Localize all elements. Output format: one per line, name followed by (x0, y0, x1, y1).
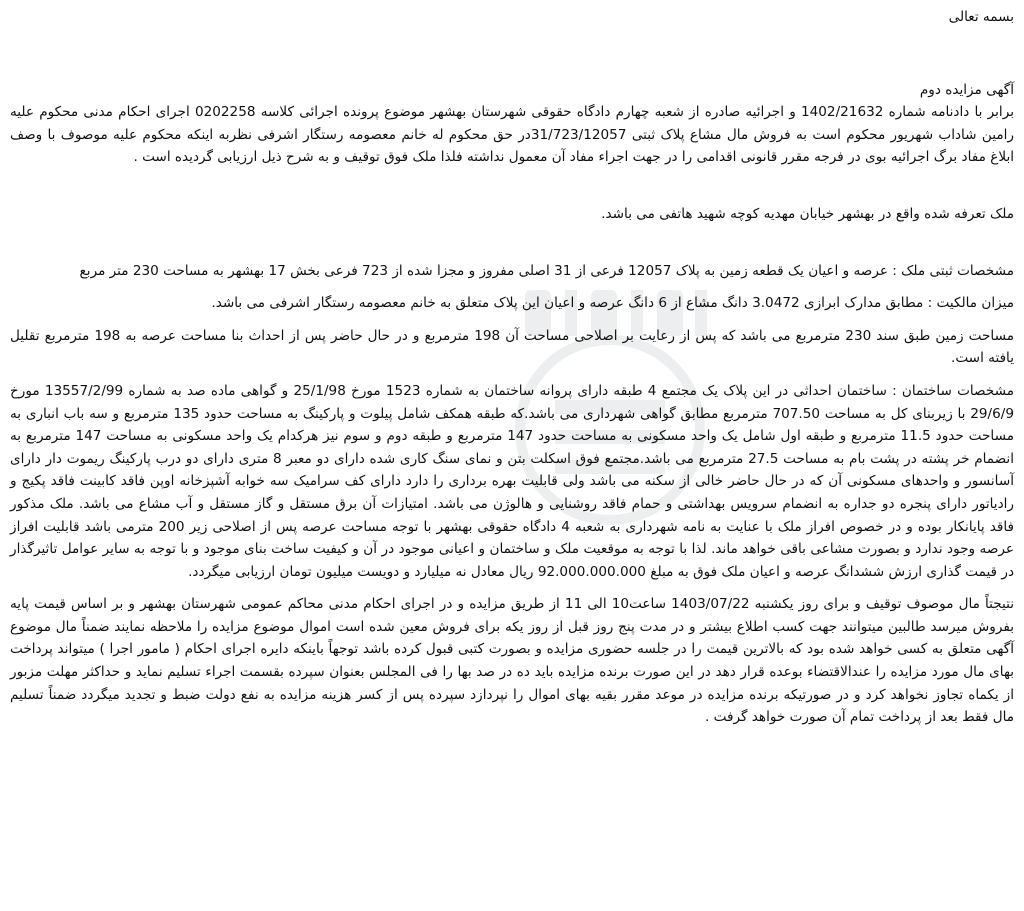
building-specs-paragraph: مشخصات ساختمان : ساختمان احداثی در این پلاک یک مجتمع 4 طبقه دارای پروانه ساختمان به شماره 1523 مورخ 25/1/98 و گواهی ماده صد به شماره 13557/2/99 مورخ 29/6/9 با زیربنای کل به مساحت 707.50 مترمربع مطابق گواهی شهرداری می باشد.که طبقه همکف شامل پیلوت و پارکینگ به مساحت حدود 135 مترمربع و سه باب انباری به مساحت حدود 11.5 مترمربع و طبقه اول شامل یک واحد مسکونی به مساحت حدود 147 مترمربع و طبقه دوم و سوم نیز هرکدام یک واحد مسکونی به مساحت 147 مترمربع به انضمام خر پشته در پشت بام به مساحت 27.5 مترمربع می باشد.مجتمع فوق اسکلت بتن و نمای سنگ کاری شده دارای دو معبر 8 متری دارای دو درب پارکینگ ریموت دار دارای آسانسور و واحدهای مسکونی آن که در حال حاضر خالی از سکنه می باشد ولی قابلیت بهره برداری را دارد دارای کف سرامیک سه خوابه آشپزخانه اوپن فاقد کابینت فاقد پکیج و رادیاتور دارای پنجره دو جداره به انضمام سرویس بهداشتی و حمام فاقد روشنایی و هالوژن می باشد. امتیازات آن برق مستقل و گاز مستقل و آب مشاع می باشد. ملک مذکور فاقد پایانکار بوده و در خصوص افراز ملک با عنایت به نامه شهرداری به شعبه 4 دادگاه حقوقی بهشهر با توجه مساحت عرصه پس از اصلاحی زیر 200 مترمی باشد قابلیت افراز عرصه وجود ندارد و بصورت مشاعی باقی خواهد ماند. لذا با توجه به موقعیت ملک و ساختمان و اعیانی موجود در آن و کیفیت ساخت بنای موجود و با توجه به سایر عوامل تاثیرگذار در قیمت گذاری ارزش ششدانگ عرصه و اعیان ملک فوق به مبلغ 92.000.000.000 ریال معادل نه میلیارد و دویست میلیون تومان ارزیابی میگردد. (10, 382, 1014, 580)
registry-specs-paragraph: مشخصات ثبتی ملک : عرصه و اعیان یک قطعه زمین به پلاک 12057 فرعی از 31 اصلی مفروز و مجزا شده از 723 فرعی بخش 17 بهشهر به مساحت 230 متر مربع (79, 262, 1014, 279)
land-area-paragraph: مساحت زمین طبق سند 230 مترمربع می باشد که پس از رعایت بر اصلاحی مساحت آن 198 مترمربع و در حال حاضر پس از احداث بنا مساحت عرصه به 198 مترمربع تقلیل یافته است. (10, 327, 1014, 367)
auction-notice (10, 6, 1014, 729)
notice-title: آگهی مزایده دوم (919, 81, 1014, 98)
ownership-paragraph: میزان مالکیت : مطابق مدارک ابرازی 3.0472 دانگ مشاع از 6 دانگ عرصه و اعیان این پلاک متعلق به خانم معصومه رستگار اشرفی می باشد. (211, 295, 1014, 312)
location-paragraph: ملک تعرفه شده واقع در بهشهر خیابان مهدیه کوچه شهید هاتفی می باشد. (601, 205, 1014, 222)
intro-paragraph: برابر با دادنامه شماره 1402/21632 و اجرائیه صادره از شعبه چهارم دادگاه حقوقی شهرستان بهشهر موضوع پرونده اجرائی کلاسه 0202258 اجرای احکام مدنی محکوم علیه رامین شاداب شهریور محکوم است به فروش مال مشاع پلاک ثبتی 31/723/12057در حق محکوم له خانم معصومه رستگار اشرفی نظربه اینکه محکوم علیه موصوف با وصف ابلاغ مفاد برگ اجرائیه بوی در فرجه مقرر قانونی اقدامی را در جهت اجراء مفاد آن معمول نداشته فلذا ملک فوق توقیف و به شرح ذیل ارزیابی گردیده است . (10, 104, 1014, 166)
salutation: بسمه تعالی (948, 9, 1014, 25)
conclusion-paragraph: نتیجتاً مال موصوف توقیف و برای روز یکشنبه 1403/07/22 ساعت10 الی 11 از طریق مزایده و در اجرای احکام مدنی محاکم عمومی شهرستان بهشهر و بر اساس قیمت پایه بفروش میرسد طالبین میتوانند جهت کسب اطلاع بیشتر و در مدت پنج روز قبل از روز یکه برای فروش معین شده است اموال موضوع مزایده را ملاحظه نمایند ضمناً مال موضوع آگهی متعلق به کسی خواهد شده بود که بالاترین قیمت را در جلسه حضوری مزایده و بصورت کتبی قبول کرده باشد توجهاً باینکه دایره اجرای احکام ( مامور اجرا ) میتواند پرداخت بهای مال مورد مزایده را عندالاقتضاء بوعده قرار دهد در این صورت برنده مزایده باید ده در صد بها را فی المجلس بعنوان سپرده بقسمت اجراء تسلیم نماید و حداکثر مهلت مزبور از یکماه تجاوز نخواهد کرد و در صورتیکه برنده مزایده در موعد مقرر بقیه بهای اموال را نپردازد سپرده پس از کسر هزینه مزایده به نفع دولت ضبط و تجدید میگردد ضمناً تسلیم مال فقط بعد از پرداخت تمام آن صورت خواهد گرفت . (10, 596, 1014, 726)
